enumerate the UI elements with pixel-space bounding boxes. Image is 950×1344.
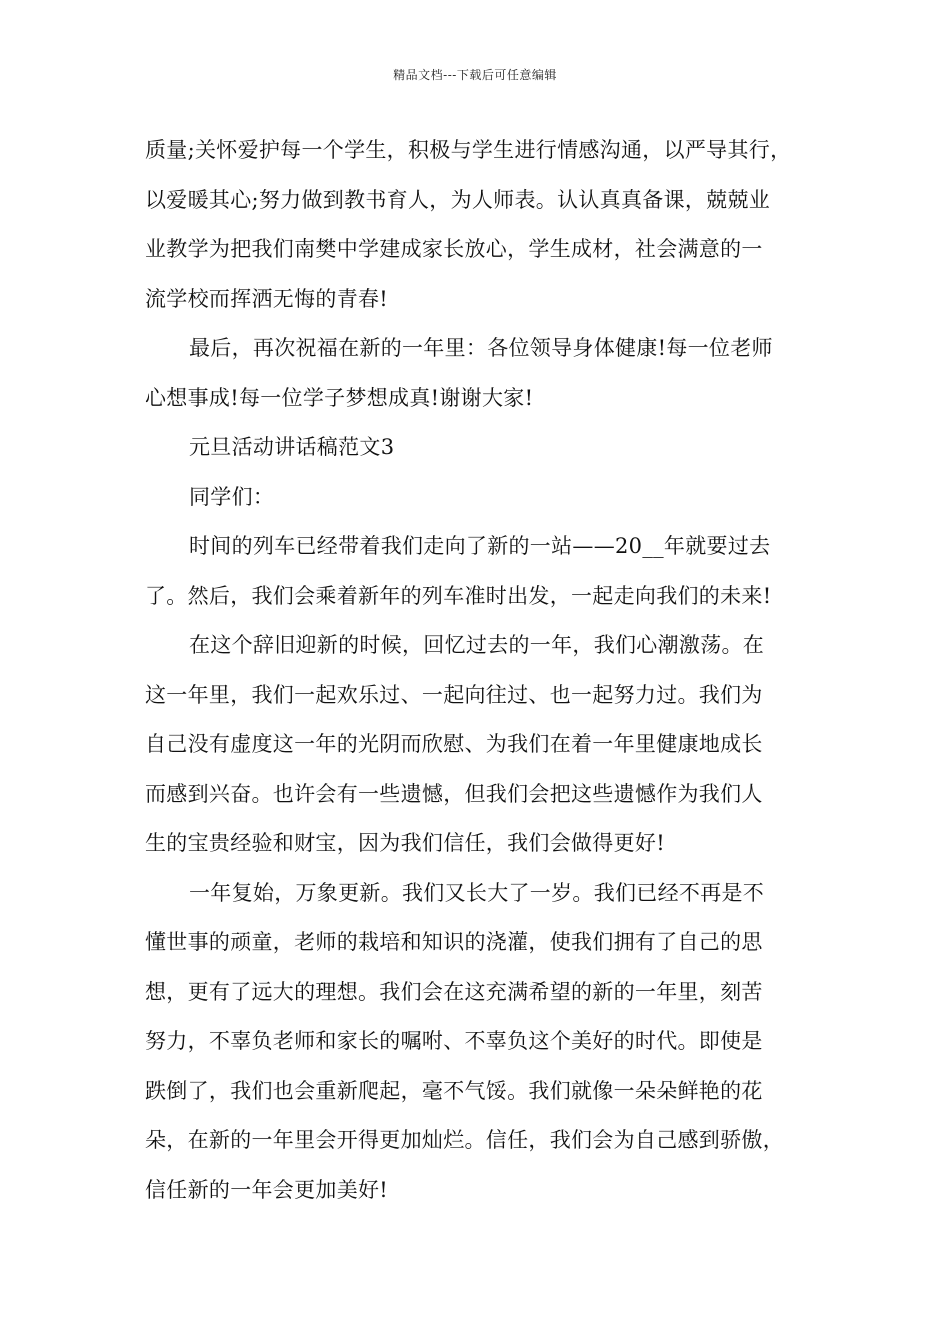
page-header: 精品文档---下载后可任意编辑 [393, 68, 557, 82]
text-line: 努力，不辜负老师和家长的嘱咐、不辜负这个美好的时代。即使是 [145, 1029, 763, 1053]
text-line: 生的宝贵经验和财宝，因为我们信任，我们会做得更好! [145, 831, 665, 855]
text-line: 这一年里，我们一起欢乐过、一起向往过、也一起努力过。我们为 [145, 682, 763, 707]
text-line: 信任新的一年会更加美好! [145, 1177, 389, 1202]
text-line: 跌倒了，我们也会重新爬起，毫不气馁。我们就像一朵朵鲜艳的花 [145, 1078, 763, 1103]
text-line: 时间的列车已经带着我们走向了新的一站——20__年就要过去 [189, 534, 771, 558]
text-line: 心想事成!每一位学子梦想成真!谢谢大家! [145, 385, 534, 410]
text-line: 以爱暖其心;努力做到教书育人，为人师表。认认真真备课，兢兢业 [145, 187, 771, 212]
text-line: 一年复始，万象更新。我们又长大了一岁。我们已经不再是不 [189, 880, 765, 905]
text-line: 业教学为把我们南樊中学建成家长放心，学生成材，社会满意的一 [145, 237, 763, 261]
text-line: 在这个辞旧迎新的时候，回忆过去的一年，我们心潮激荡。在 [189, 633, 765, 657]
salutation: 同学们： [189, 484, 275, 509]
text-line: 而感到兴奋。也许会有一些遗憾，但我们会把这些遗憾作为我们人 [145, 781, 763, 806]
text-line: 流学校而挥洒无悔的青春! [145, 286, 389, 311]
section-heading: 元旦活动讲话稿范文3 [189, 435, 395, 459]
text-line: 了。然后，我们会乘着新年的列车准时出发，一起走向我们的未来! [145, 583, 772, 608]
document-body [145, 128, 825, 1217]
text-line: 朵，在新的一年里会开得更加灿烂。信任，我们会为自己感到骄傲， [145, 1128, 784, 1152]
text-line: 自己没有虚度这一年的光阴而欣慰、为我们在着一年里健康地成长 [145, 732, 763, 756]
text-line: 最后，再次祝福在新的一年里：各位领导身体健康!每一位老师 [189, 336, 773, 360]
text-line: 质量;关怀爱护每一个学生，积极与学生进行情感沟通，以严导其行， [145, 138, 792, 162]
text-line: 想，更有了远大的理想。我们会在这充满希望的新的一年里，刻苦 [145, 979, 763, 1004]
text-line: 懂世事的顽童，老师的栽培和知识的浇灌，使我们拥有了自己的思 [145, 930, 763, 954]
